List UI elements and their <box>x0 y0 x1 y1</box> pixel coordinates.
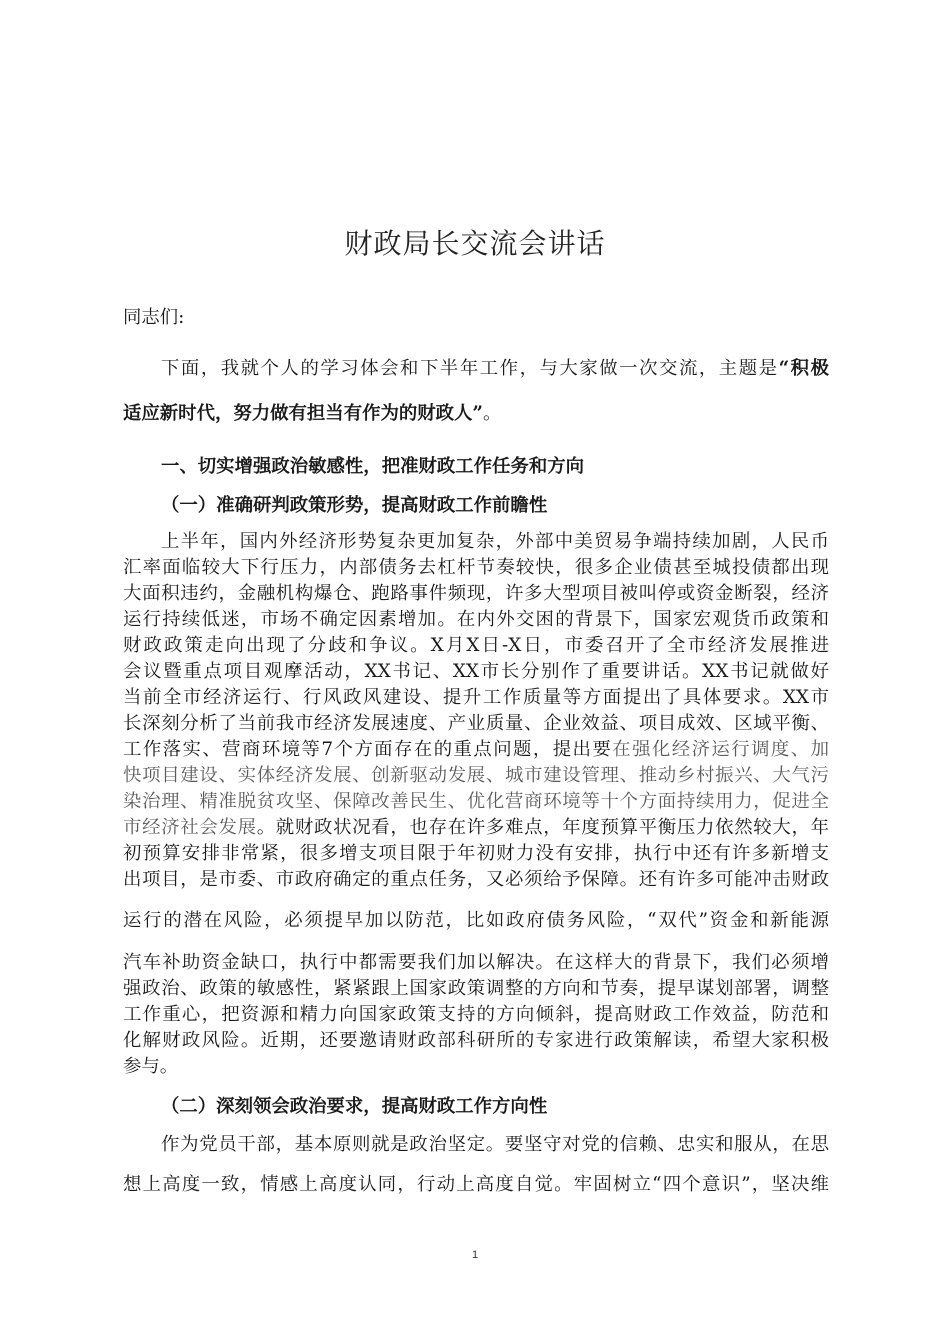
paragraph-text: 工作落实、营商环境等7个方面存在的重点问题，提出要 <box>123 739 613 760</box>
paragraph-highlight: 在强化经济运行调度、加 <box>612 739 829 760</box>
document-title: 财政局长交流会讲话 <box>344 227 606 260</box>
paragraph-line: 运行的潜在风险，必须提早加以防范，比如政府债务风险，“双代”资金和新能源 <box>123 910 829 931</box>
paragraph-line: 运行持续低迷，市场不确定因素增加。在内外交困的背景下，国家宏观货币政策和 <box>123 609 829 630</box>
paragraph-line: 染治理、精准脱贫攻坚、保障改善民生、优化营商环境等十个方面持续用力，促进全 <box>123 791 829 812</box>
intro-theme-start: “积极 <box>778 358 829 379</box>
paragraph-line: 财政政策走向出现了分歧和争议。X月X日-X日，市委召开了全市经济发展推进 <box>123 635 829 656</box>
paragraph-line <box>123 737 829 763</box>
paragraph-line: 作为党员干部，基本原则就是政治坚定。要坚守对党的信赖、忠实和服从，在思 <box>161 1134 829 1155</box>
paragraph-line: 上半年，国内外经济形势复杂更加复杂，外部中美贸易争端持续加剧，人民币 <box>161 531 829 552</box>
intro-theme: 适应新时代，努力做有担当有作为的财政人” <box>123 403 484 424</box>
paragraph-line <box>123 815 829 841</box>
subsection-heading-2: （二）深刻领会政治要求，提高财政工作方向性 <box>161 1096 548 1117</box>
paragraph-line: 想上高度一致，情感上高度认同，行动上高度自觉。牢固树立“四个意识”，坚决维 <box>123 1174 829 1195</box>
paragraph-line: 汽车补助资金缺口，执行中都需要我们加以解决。在这样大的背景下，我们必须增 <box>123 952 829 973</box>
paragraph-line: 汇率面临较大下行压力，内部债务去杠杆节奏较快，很多企业债甚至城投债都出现 <box>123 557 829 578</box>
paragraph-line: 快项目建设、实体经济发展、创新驱动发展、城市建设管理、推动乡村振兴、大气污 <box>123 765 829 786</box>
intro-line-1 <box>161 356 829 382</box>
paragraph-line: 强政治、政策的敏感性，紧紧跟上国家政策调整的方向和节奏，提早谋划部署，调整 <box>123 978 829 999</box>
intro-line-2 <box>123 401 829 427</box>
page-number: 1 <box>471 1249 479 1261</box>
intro-text: 下面，我就个人的学习体会和下半年工作，与大家做一次交流，主题是 <box>161 358 779 379</box>
paragraph-highlight: 市经济社会发展 <box>123 817 257 838</box>
paragraph-line: 当前全市经济运行、行风政风建设、提升工作质量等方面提出了具体要求。XX市 <box>123 687 829 708</box>
paragraph-line: 会议暨重点项目观摩活动，XX书记、XX市长分别作了重要讲话。XX书记就做好 <box>123 661 829 682</box>
paragraph-line: 长深刻分析了当前我市经济发展速度、产业质量、企业效益、项目成效、区域平衡、 <box>123 713 829 734</box>
paragraph-line: 参与。 <box>123 1056 179 1077</box>
salutation: 同志们: <box>123 307 185 328</box>
paragraph-line: 出项目，是市委、市政府确定的重点任务，又必须给予保障。还有许多可能冲击财政 <box>123 869 829 890</box>
paragraph-text: 。就财政状况看，也存在许多难点，年度预算平衡压力依然较大，年 <box>256 817 829 838</box>
intro-end: 。 <box>483 403 502 424</box>
paragraph-line: 化解财政风险。近期，还要邀请财政部科研所的专家进行政策解读，希望大家积极 <box>123 1030 829 1051</box>
section-heading-1: 一、切实增强政治敏感性，把准财政工作任务和方向 <box>161 456 584 477</box>
paragraph-line: 大面积违约，金融机构爆仓、跑路事件频现，许多大型项目被叫停或资金断裂，经济 <box>123 583 829 604</box>
paragraph-line: 初预算安排非常紧，很多增支项目限于年初财力没有安排，执行中还有许多新增支 <box>123 843 829 864</box>
paragraph-line: 工作重心，把资源和精力向国家政策支持的方向倾斜，提高财政工作效益，防范和 <box>123 1004 829 1025</box>
subsection-heading-1: （一）准确研判政策形势，提高财政工作前瞻性 <box>161 495 548 516</box>
